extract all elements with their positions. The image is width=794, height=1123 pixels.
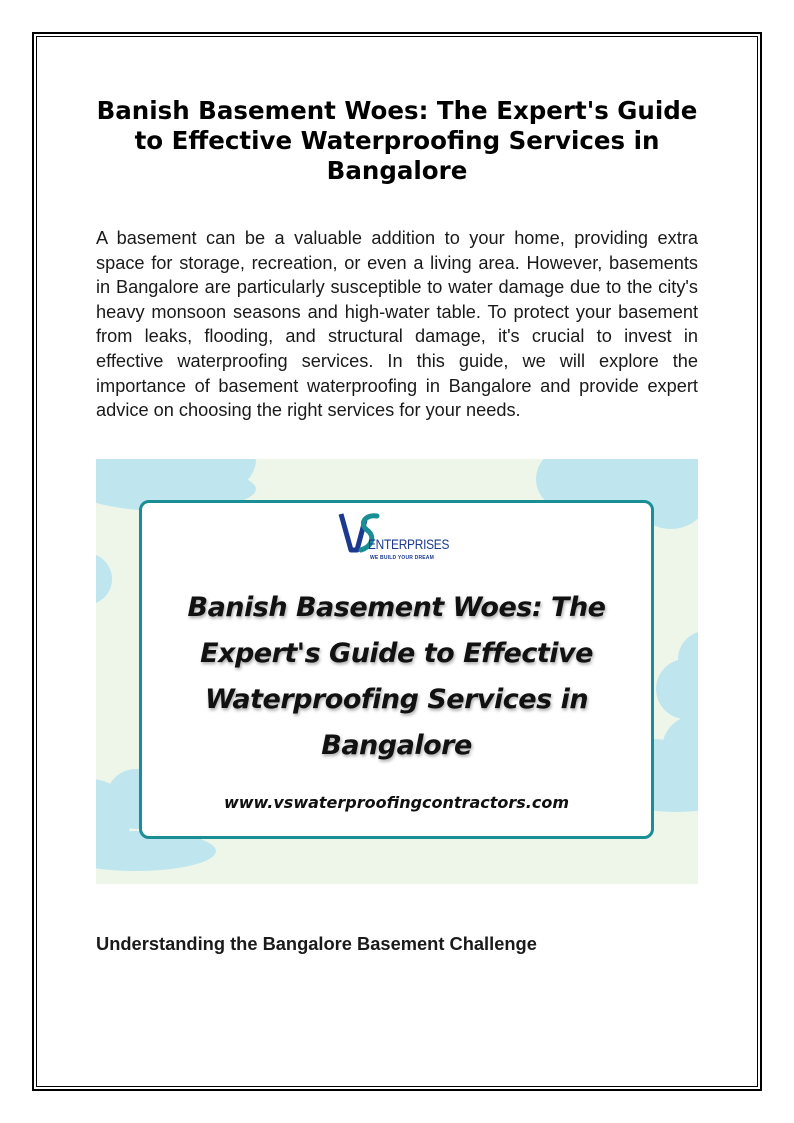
intro-paragraph: A basement can be a valuable addition to your home, providing extra space for storage, recreation, or even a living area. However, basements in Bangalore are particularly susceptible to water damage due to the city's heavy monsoon seasons and high-water table. To protect your basement from leaks, flooding, and structural damage, it's crucial to invest in effective waterproofing services. In this guide, we will explore the importance of basement waterproofing in Bangalore and provide expert advice on choosing the right services for your needs. xyxy=(96,228,698,421)
logo-wordmark: ENTERPRISES xyxy=(368,536,450,552)
banner-card xyxy=(139,500,654,839)
document-title: Banish Basement Woes: The Expert's Guide to Effective Waterproofing Services in Bangalore xyxy=(96,96,698,185)
banner-image xyxy=(96,459,698,884)
banner-website-url: www.vswaterproofingcontractors.com xyxy=(223,793,570,812)
banner-title: Banish Basement Woes: The Expert's Guide to Effective Waterproofing Services in Bangalore xyxy=(187,592,606,761)
section-heading: Understanding the Bangalore Basement Challenge xyxy=(96,933,537,954)
logo-tagline: WE BUILD YOUR DREAM xyxy=(370,555,434,561)
